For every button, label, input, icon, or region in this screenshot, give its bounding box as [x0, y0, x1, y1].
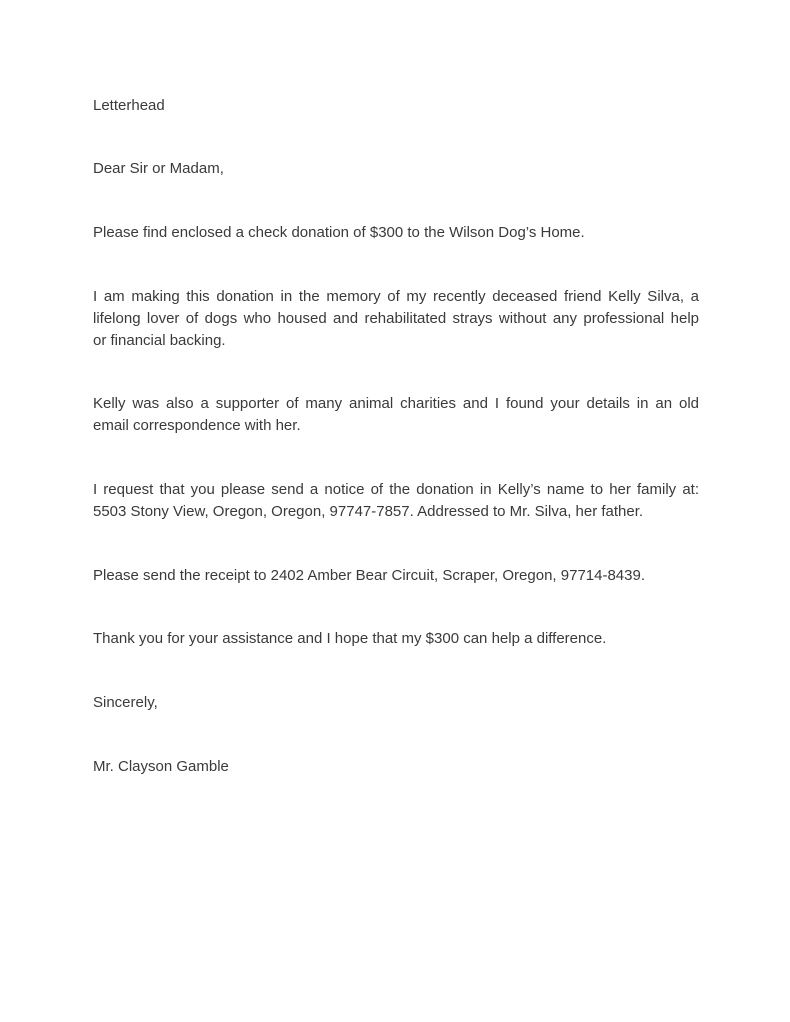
closing-text: Sincerely, — [93, 694, 158, 711]
paragraph-line: lifelong lover of dogs who housed and rehabilitated strays without any professional help — [93, 310, 699, 327]
paragraph-line: I request that you please send a notice of the donation in Kelly’s name to her family at: — [93, 481, 699, 498]
paragraph-thanks — [93, 628, 699, 650]
signature — [93, 756, 699, 778]
paragraph-line: email correspondence with her. — [93, 417, 301, 434]
paragraph-line: Please send the receipt to 2402 Amber Bear Circuit, Scraper, Oregon, 97714-8439. — [93, 567, 645, 584]
paragraph-supporter — [93, 393, 699, 437]
salutation-text: Dear Sir or Madam, — [93, 160, 224, 177]
closing — [93, 692, 699, 714]
salutation — [93, 158, 699, 180]
paragraph-line: or financial backing. — [93, 332, 226, 349]
paragraph-line: Please find enclosed a check donation of $300 to the Wilson Dog’s Home. — [93, 224, 585, 241]
paragraph-enclosed-donation — [93, 222, 699, 244]
paragraph-line: Kelly was also a supporter of many animal charities and I found your details in an old — [93, 395, 699, 412]
paragraph-notice-request — [93, 479, 699, 523]
paragraph-line: Thank you for your assistance and I hope that my $300 can help a difference. — [93, 630, 607, 647]
letterhead — [93, 95, 699, 117]
paragraph-memory — [93, 286, 699, 352]
signature-name: Mr. Clayson Gamble — [93, 758, 229, 775]
letterhead-text: Letterhead — [93, 97, 165, 114]
paragraph-line: 5503 Stony View, Oregon, Oregon, 97747-7857. Addressed to Mr. Silva, her father. — [93, 503, 644, 520]
paragraph-receipt — [93, 565, 699, 587]
paragraph-line: I am making this donation in the memory of my recently deceased friend Kelly Silva, a — [93, 288, 699, 305]
